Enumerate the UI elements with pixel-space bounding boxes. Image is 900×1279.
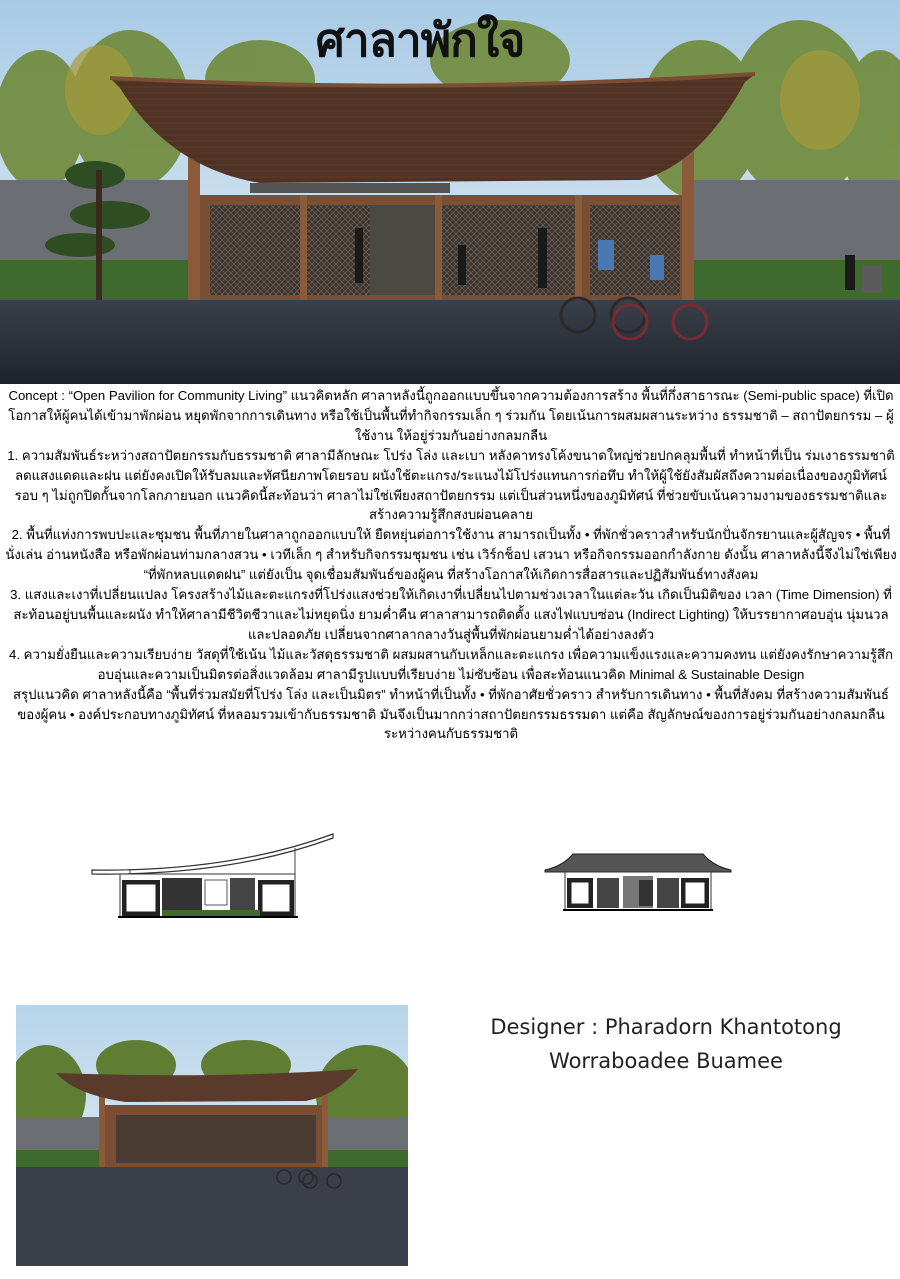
page-title: ศาลาพักใจ bbox=[315, 13, 525, 67]
point-3-paragraph: 3. แสงและเงาที่เปลี่ยนแปลง โครงสร้างไม้และตะแกรงที่โปร่งแสงช่วยให้เกิดเงาที่เปลี่ยนไปตามช่วงเวลาในแต่ละวัน เกิดเป็นมิติของ เวลา (Time Dimension) ที่สะท้อนอยู่บนพื้นและผนัง ทำให้ศาลามีชีวิตชีวาและไม่หยุดนิ่ง ยามค่ำคืน ศาลาสามารถติดตั้ง แสงไฟแบบซ่อน (Indirect Lighting) ให้บรรยากาศอบอุ่น นุ่มนวล และปลอดภัย เปลี่ยนจากศาลากลางวันสู่พื้นที่พักผ่อนยามค่ำได้อย่างลงตัว bbox=[10, 587, 892, 642]
designer-credits bbox=[476, 1010, 856, 1078]
side-elevation-drawing bbox=[543, 852, 733, 916]
point-2-paragraph: 2. พื้นที่แห่งการพบปะและชุมชน พื้นที่ภายในศาลาถูกออกแบบให้ ยืดหยุ่นต่อการใช้งาน สามารถเป็นทั้ง • ที่พักชั่วคราวสำหรับนักปั่นจักรยานและผู้สัญจร • พื้นที่นั่งเล่น อ่านหนังสือ หรือพักผ่อนท่ามกลางสวน • เวทีเล็ก ๆ สำหรับกิจกรรมชุมชน เช่น เวิร์กช็อป เสวนา หรือกิจกรรมออกกำลังกาย ดังนั้น ศาลาหลังนี้จึงไม่ใช่เพียง “ที่พักหลบแดดฝน” แต่ยังเป็น จุดเชื่อมสัมพันธ์ของผู้คน ที่สร้างโอกาสให้เกิดการสื่อสารและปฏิสัมพันธ์ทางสังคม bbox=[5, 527, 897, 583]
front-elevation-drawing bbox=[90, 830, 336, 926]
concept-description bbox=[4, 386, 898, 744]
point-1-paragraph: 1. ความสัมพันธ์ระหว่างสถาปัตยกรรมกับธรรมชาติ ศาลามีลักษณะ โปร่ง โล่ง และเบา หลังคาทรงโค้งขนาดใหญ่ช่วยปกคลุมพื้นที่ ทำหน้าที่เป็น ร่มเงาธรรมชาติ ลดแสงแดดและฝน แต่ยังคงเปิดให้รับลมและทัศนียภาพโดยรอบ ผนังใช้ตะแกรง/ระแนงไม้โปร่งแทนการก่อทึบ ทำให้ผู้ใช้ยังสัมผัสถึงความต่อเนื่องของภูมิทัศน์รอบ ๆ ไม่ถูกปิดกั้นจากโลกภายนอก แนวคิดนี้สะท้อนว่า ศาลาไม่ใช่เพียงสถาปัตยกรรม แต่เป็นส่วนหนึ่งของภูมิทัศน์ ที่ช่วยขับเน้นความงามของธรรมชาติและสร้างความรู้สึกสงบผ่อนคลาย bbox=[7, 447, 895, 523]
secondary-render-image bbox=[16, 1005, 408, 1266]
point-4-paragraph: 4. ความยั่งยืนและความเรียบง่าย วัสดุที่ใช้เน้น ไม้และวัสดุธรรมชาติ ผสมผสานกับเหล็กและตะแกรง เพื่อความแข็งแรงและความคงทน แต่ยังคงรักษาความรู้สึกอบอุ่นและความเป็นมิตรต่อสิ่งแวดล้อม ศาลามีรูปแบบที่เรียบง่าย ไม่ซับซ้อน เพื่อสะท้อนแนวคิด Minimal & Sustainable Design bbox=[8, 646, 894, 682]
concept-paragraph: Concept : “Open Pavilion for Community Living” แนวคิดหลัก ศาลาหลังนี้ถูกออกแบบขึ้นจากความต้องการสร้าง พื้นที่กึ่งสาธารณะ (Semi-public space) ที่เปิดโอกาสให้ผู้คนได้เข้ามาพักผ่อน หยุดพักจากการเดินทาง หรือใช้เป็นพื้นที่ทำกิจกรรมเล็ก ๆ ร่วมกัน โดยเน้นการผสมผสานระหว่าง ธรรมชาติ – สถาปัตยกรรม – ผู้ใช้งาน ให้อยู่ร่วมกันอย่างกลมกลืน bbox=[8, 388, 894, 443]
summary-paragraph: สรุปแนวคิด ศาลาหลังนี้คือ “พื้นที่ร่วมสมัยที่โปร่ง โล่ง และเป็นมิตร” ทำหน้าที่เป็นทั้ง • ที่พักอาศัยชั่วคราว สำหรับการเดินทาง • พื้นที่สังคม ที่สร้างความสัมพันธ์ของผู้คน • องค์ประกอบทางภูมิทัศน์ ที่หลอมรวมเข้ากับธรรมชาติ มันจึงเป็นมากกว่าสถาปัตยกรรมธรรมดา แต่คือ สัญลักษณ์ของการอยู่ร่วมกันอย่างกลมกลืนระหว่างคนกับธรรมชาติ bbox=[13, 686, 889, 742]
designer-name-1: Designer : Pharadorn Khantotong bbox=[490, 1015, 842, 1039]
designer-name-2: Worraboadee Buamee bbox=[549, 1049, 783, 1073]
